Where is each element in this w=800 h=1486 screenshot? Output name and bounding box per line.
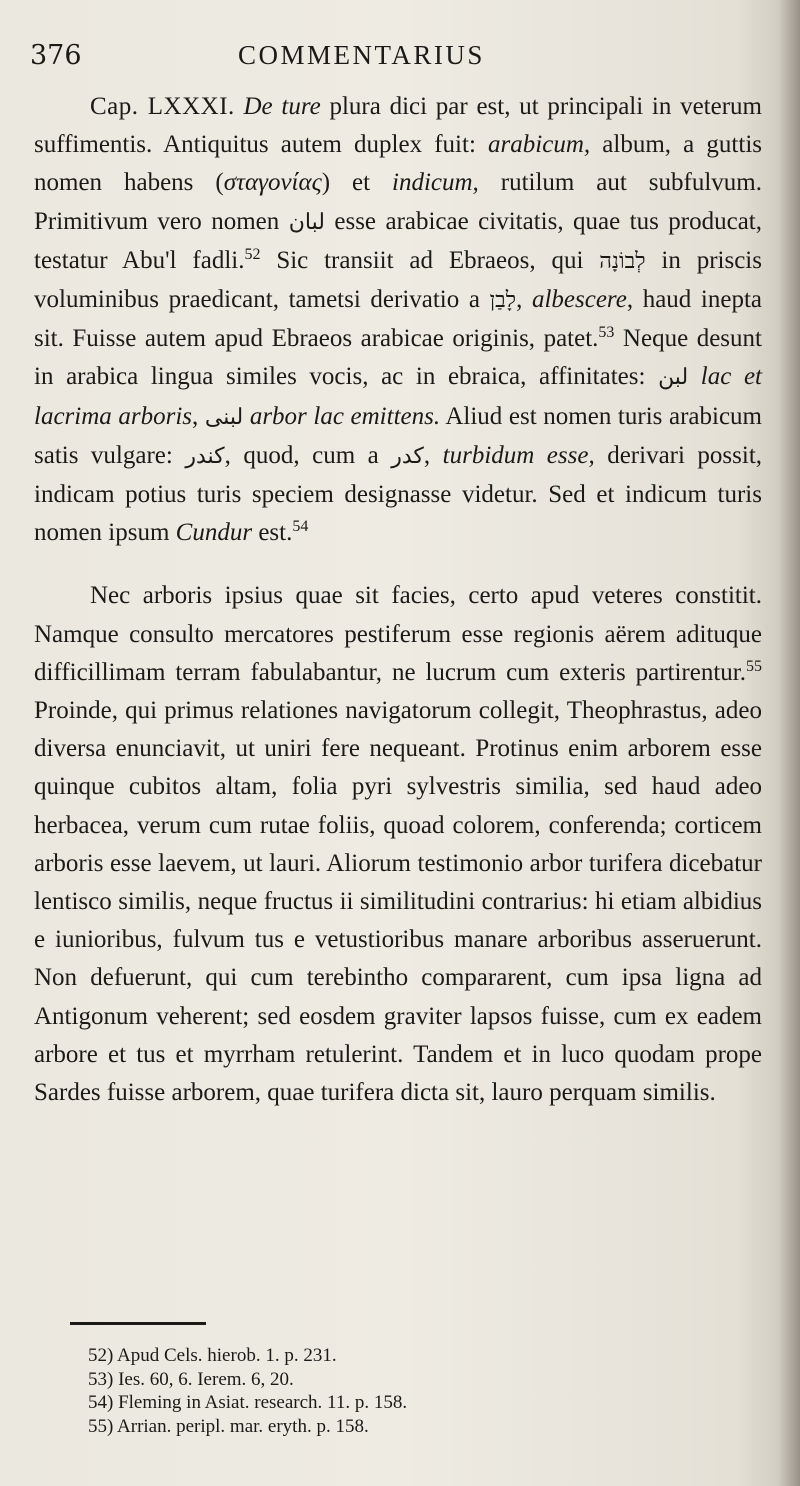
arabic-word: كندر: [185, 443, 225, 469]
italic-term: Cundur: [175, 519, 253, 547]
italic-term: arabicum,: [488, 131, 591, 159]
footnote-54: 54) Fleming in Asiat. research. 11. p. 158.: [88, 1392, 408, 1413]
text-run: , haud inepta sit. Fuisse autem apud Ebraeos arabicae originis, patet.: [34, 286, 762, 353]
text-run: ,: [423, 441, 443, 469]
text-run: derivari possit, indicam potius turis speciem designasse videtur. Sed et indicum turis nomen ipsum: [34, 441, 763, 547]
italic-term: indicum,: [392, 169, 479, 197]
text-run: Aliud est nomen turis arabicum satis vulgare:: [34, 402, 762, 469]
italic-phrase: turbidum esse,: [442, 441, 595, 469]
footnote-55: 55) Arrian. peripl. mar. eryth. p. 158.: [88, 1415, 369, 1437]
text-run: plura dici par est, ut principali in veterum suffimentis. Antiquitus autem duplex fuit:: [34, 93, 762, 159]
text-run: Sic transiit ad Ebraeos, qui: [260, 246, 600, 274]
footnote-marker: 54: [292, 518, 309, 536]
page-header: [30, 40, 760, 80]
italic-phrase: arbor lac emittens.: [249, 402, 441, 430]
arabic-word: لبنى: [204, 404, 244, 430]
arabic-word: كدر: [391, 443, 424, 469]
text-run: rutilum aut subfulvum. Primitivum vero nomen: [34, 169, 762, 235]
paragraph-chapter-81: [34, 88, 762, 552]
text-run: [688, 363, 701, 390]
arabic-word: لبن: [658, 365, 689, 391]
italic-term: albescere: [531, 286, 627, 314]
chapter-heading: Cap. LXXXI.: [90, 93, 235, 120]
footnote-53: 53) Ies. 60, 6. Ierem. 6, 20.: [88, 1368, 294, 1390]
text-run: ) et: [321, 169, 393, 197]
greek-term: σταγονίας: [223, 169, 322, 197]
page-edge-shadow: [778, 0, 800, 1486]
footnote-52: 52) Apud Cels. hierob. 1. p. 231.: [88, 1345, 337, 1366]
page-number: 376: [30, 40, 82, 71]
text-run: esse arabicae civitatis, quae tus producat, testatur Abu'l fadli.: [34, 207, 762, 274]
footnote-marker: 53: [598, 324, 615, 342]
text-run: ,: [192, 402, 205, 430]
text-run: ,: [516, 286, 532, 314]
running-title: COMMENTARIUS: [238, 40, 485, 70]
paragraph-tree-description: [34, 577, 762, 1112]
text-run: est.: [252, 519, 293, 547]
paragraph-spacer: [34, 552, 762, 577]
text-run: Nec arboris ipsius quae sit facies, certo apud veteres constitit. Namque consulto mercatores pestiferum esse regionis aërem adituque difficillimam terram fabulabantur, ne lucrum cum exteris partirentur.: [34, 582, 762, 686]
hebrew-word: לָבַן: [489, 288, 517, 314]
text-run: album, a guttis nomen habens (: [34, 131, 762, 197]
italic-phrase: lac et lacrima arboris: [34, 363, 762, 430]
footnotes: [88, 1344, 648, 1438]
footnote-marker: 55: [746, 657, 762, 675]
arabic-word: لبان: [288, 209, 325, 235]
footnote-rule: [70, 1322, 206, 1325]
footnote-marker: 52: [244, 245, 261, 263]
text-run: Neque desunt in arabica lingua similes vocis, ac in ebraica, affinitates:: [34, 325, 762, 391]
hebrew-word: לְבוֹנָה: [599, 248, 646, 274]
text-run: , quod, cum a: [224, 441, 392, 469]
italic-phrase: De ture: [243, 93, 321, 120]
text-run: in priscis voluminibus praedicant, tametsi derivatio a: [34, 246, 762, 314]
text-run: Proinde, qui primus relationes navigatorum collegit, Theophrastus, adeo diversa enunciavit, ut uniri fere nequeant. Protinus enim arborem esse quinque cubitos altam, folia pyri sylvestris similia, sed haud adeo herbacea, verum cum rutae foliis, quoad colorem, conferenda; corticem arboris esse laevem, ut lauri. Aliorum testimonio arbor turifera dicebatur lentisco similis, neque fructus ii similitudini contrarius: hi etiam albidius e iunioribus, fulvum tus e vetustioribus manare arboribus asseruerunt. Non defuerunt, qui cum terebintho compararent, cum ipsa ligna ad Antigonum veherent; sed eosdem graviter lapsos fuisse, cum ex eadem arbore et tus et myrrham retulerint. Tandem et in luco quodam prope Sardes fuisse arborem, quae turifera dicta sit, lauro perquam similis.: [34, 697, 762, 1107]
text-run: [243, 403, 250, 430]
main-text: [34, 88, 762, 1112]
